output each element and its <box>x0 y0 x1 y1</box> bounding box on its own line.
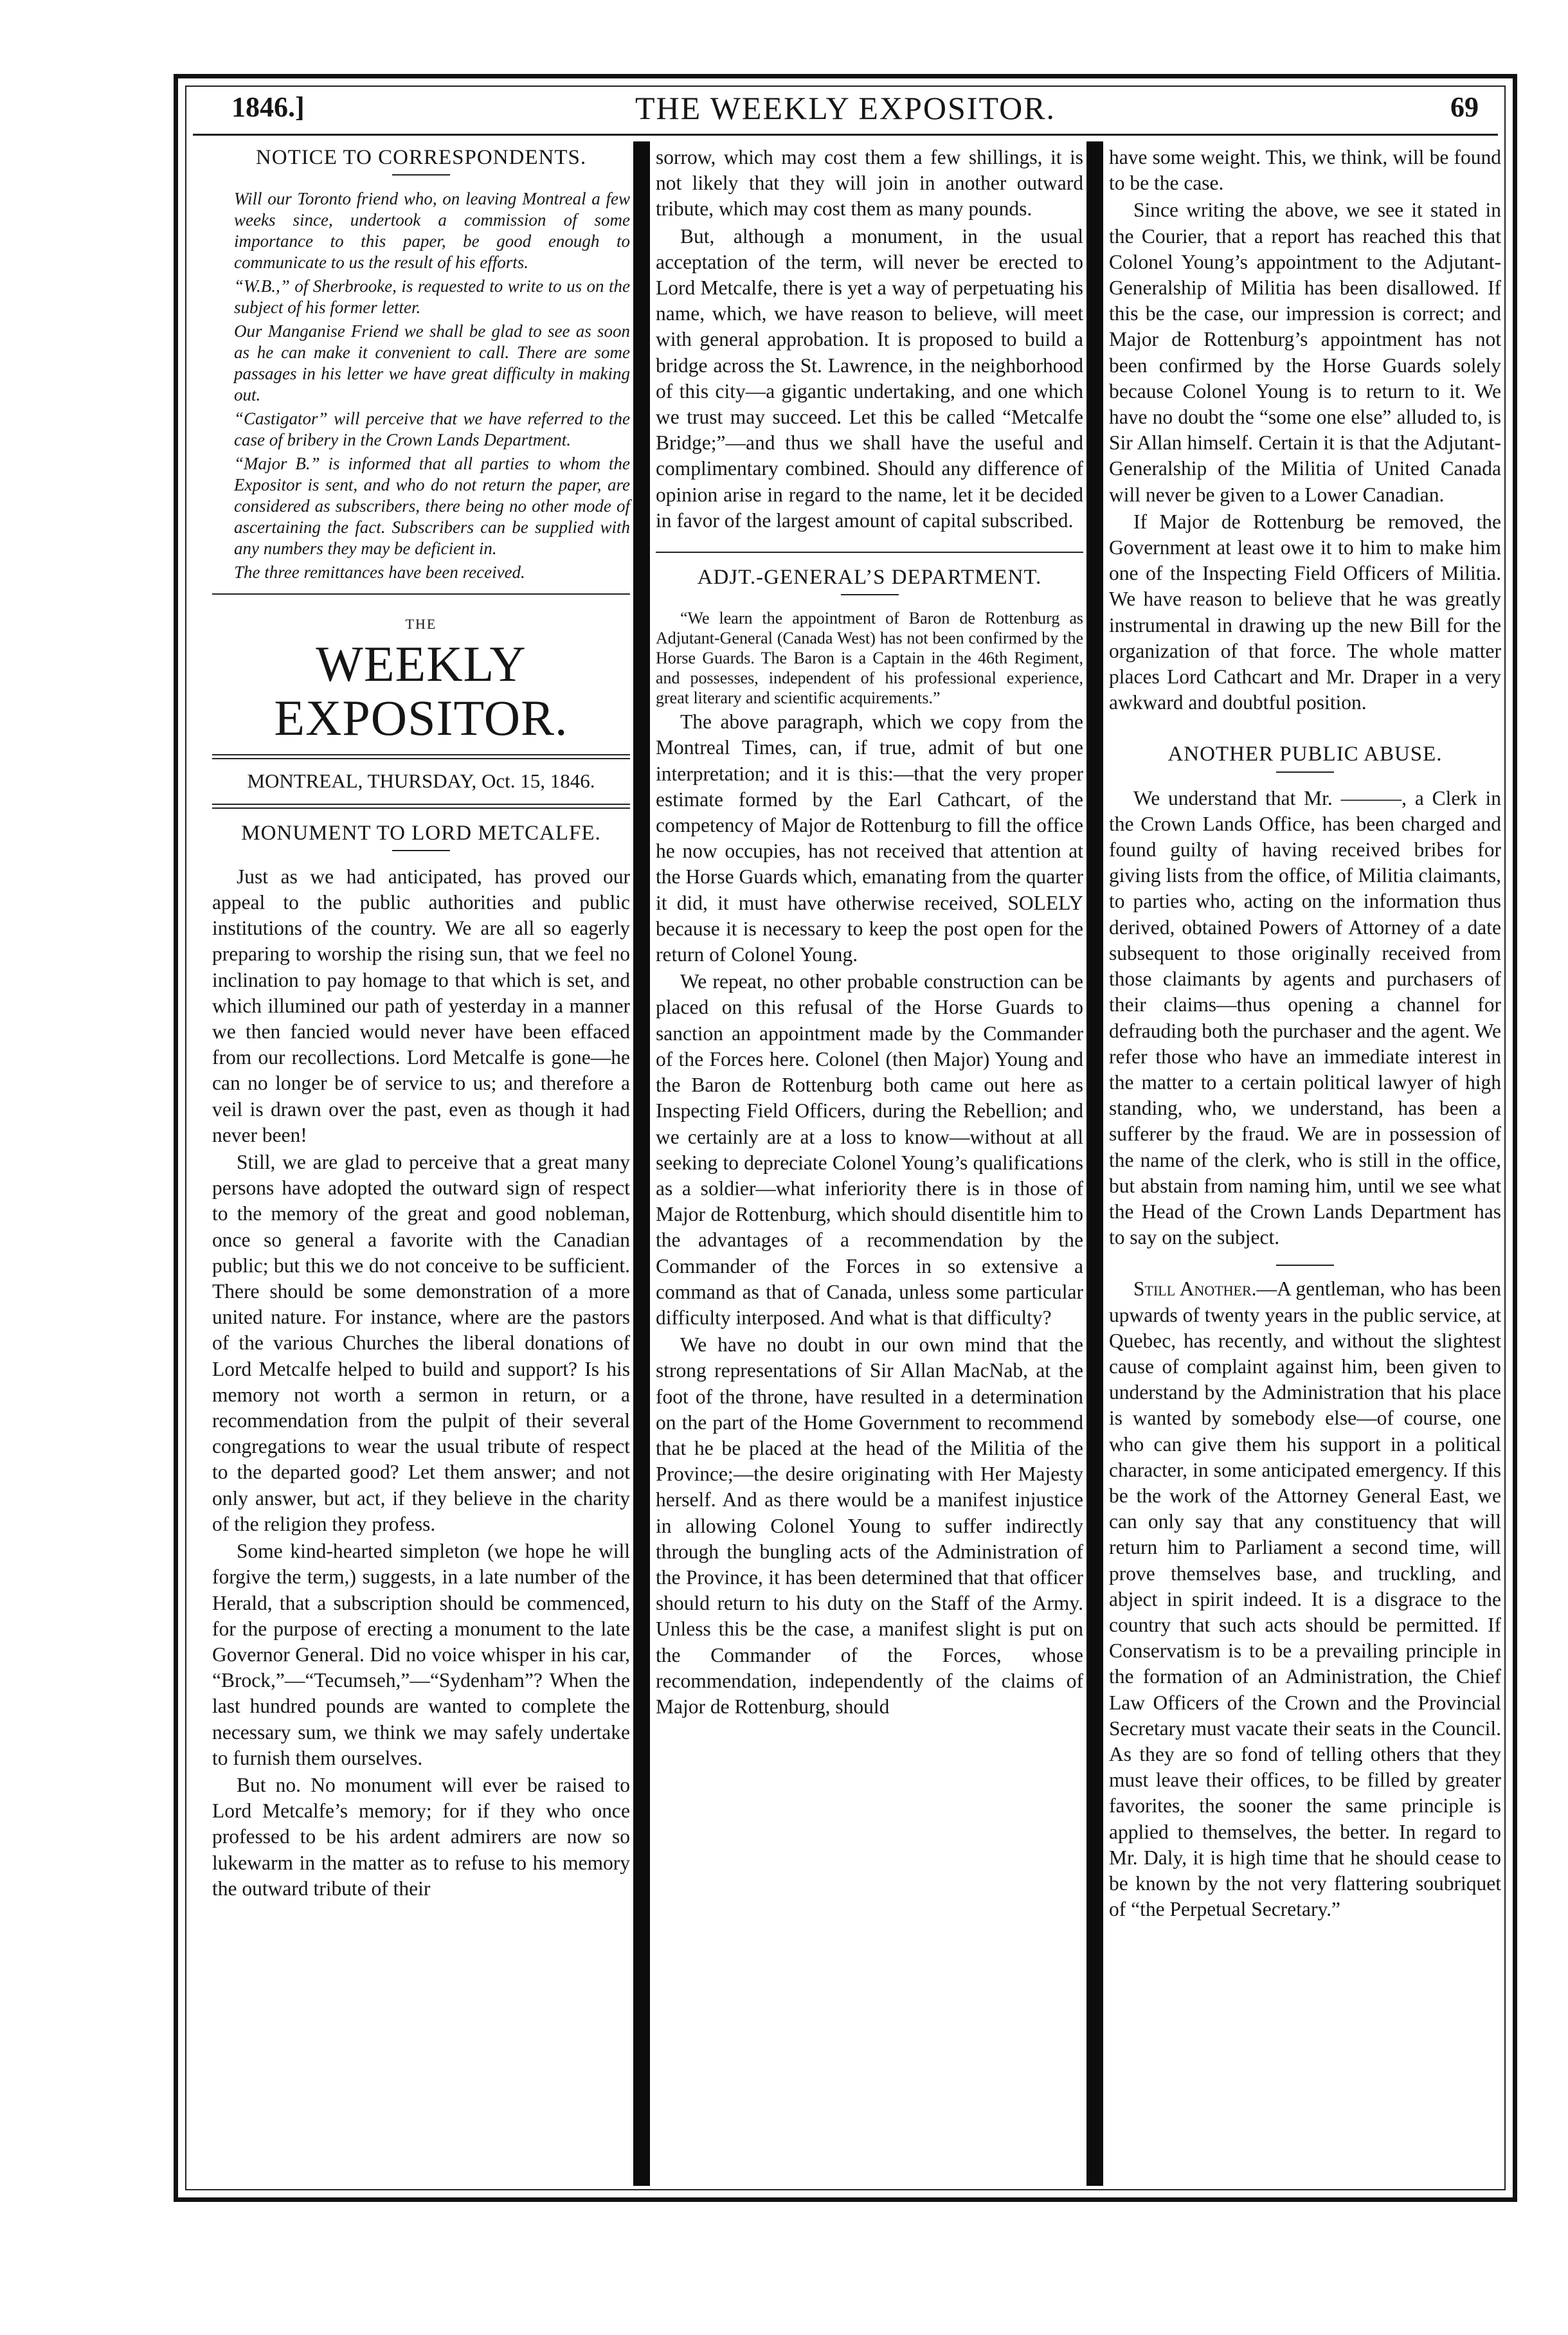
paragraph: Just as we had anticipated, has proved our appeal to the public authorities and public institutions of the country. We are all so eagerly preparing to worship the rising sun, that we feel no inclination to pay homage to that which is set, and which illumined our path of yesterday in a manner we then fancied would never have been effaced from our recollections. Lord Metcalfe is gone—he can no longer be of service to us; and therefore a veil is drawn over the past, even as though it had never been! <box>212 865 630 1146</box>
article-heading-monument: MONUMENT TO LORD METCALFE. <box>241 821 601 845</box>
column-3 <box>1109 145 1501 1924</box>
notice-item: The three remittances have been received. <box>234 563 525 582</box>
column-2 <box>656 145 1083 1721</box>
article-rule <box>841 594 899 595</box>
page-header <box>193 87 1498 131</box>
notice-item: “Major B.” is informed that all parties to whom the Expositor is sent, and who do not return the paper, are considered as subscribers, there being no other mode of ascertaining the fact. Subscribers can be supplied with any numbers they may be deficient in. <box>234 454 630 559</box>
article-rule <box>1276 771 1334 773</box>
column-1 <box>212 145 630 1903</box>
paragraph-still-another <box>1109 1276 1501 1922</box>
paragraph: have some weight. This, we think, will be found to be the case. <box>1109 146 1501 195</box>
header-page-number: 69 <box>1450 91 1479 123</box>
notice-item: “Castigator” will perceive that we have referred to the case of bribery in the Crown Lands Department. <box>234 409 630 450</box>
quoted-paragraph: “We learn the appointment of Baron de Rottenburg as Adjutant-General (Canada West) has not been confirmed by the Horse Guards. The Baron is a Captain in the 46th Regiment, and possesses, independent of his professional experience, great literary and scientific acquirements.” <box>656 609 1083 708</box>
notice-list <box>212 188 630 583</box>
dateline-rule <box>212 804 630 809</box>
notice-heading: NOTICE TO CORRESPONDENTS. <box>255 146 587 169</box>
paragraph: Some kind-hearted simpleton (we hope he will forgive the term,) suggests, in a late number of the Herald, that a subscription should be commenced, for the purpose of erecting a monument to the late Governor General. Did no voice whisper in his car, “Brock,”—“Tecumseh,”—“Sydenham”? When the last hundred pounds are wanted to complete the necessary sum, we think we may safely undertake to furnish them ourselves. <box>212 1540 630 1769</box>
paragraph: Still, we are glad to perceive that a great many persons have adopted the outward sign of respect to the memory of the great and good nobleman, once so general a favorite with the Canadian public; but this we do not conceive to be sufficient. There should be some demonstration of a more united nature. For instance, where are the pastors of the various Churches the liberal donations of Lord Metcalfe helped to build and support? Is his memory not worth a sermon in return, or a recommendation from the pulpit of their several congregations to wear the usual tribute of respect to the departed good? Let them answer; and not only answer, but act, if they believe in the charity of the religion they profess. <box>212 1151 630 1535</box>
still-another-lead: Still Another. <box>1133 1277 1257 1301</box>
notice-item: Will our Toronto friend who, on leaving Montreal a few weeks since, undertook a commission of some importance to this paper, be good enough to communicate to us the result of his efforts. <box>234 189 630 273</box>
paragraph: But no. No monument will ever be raised to Lord Metcalfe’s memory; for if they who once professed to be his ardent admirers are now so lukewarm in the matter as to refuse to his memory the outward tribute of their <box>212 1773 630 1900</box>
header-title: THE WEEKLY EXPOSITOR. <box>635 90 1056 126</box>
dateline: MONTREAL, THURSDAY, Oct. 15, 1846. <box>247 770 595 793</box>
notice-item: Our Manganise Friend we shall be glad to see as soon as he can make it convenient to call. There are some passages in his letter we have great difficulty in making out. <box>234 321 630 405</box>
masthead-rule <box>212 754 630 759</box>
masthead-the: THE <box>405 616 437 633</box>
header-year: 1846.] <box>231 91 305 123</box>
header-rule <box>193 134 1498 136</box>
paragraph: We have no doubt in our own mind that the strong representations of Sir Allan MacNab, at the foot of the throne, have resulted in a determination on the part of the Home Government to recommend that he be placed at the head of the Militia of the Province;—the desire originating with Her Majesty herself. And as there would be a manifest injustice in allowing Colonel Young to suffer indirectly through the bungling acts of the Administration of the Province, it has been determined that that officer should return to his duty on the Staff of the Army. Unless this be the case, a manifest slight is put on the Commander of the Forces, whose recommendation, independently of the claims of Major de Rottenburg, should <box>656 1333 1083 1718</box>
paragraph: The above paragraph, which we copy from the Montreal Times, can, if true, admit of but one interpretation; and it is this:—that the very proper estimate formed by the Earl Cathcart, of the competency of Major de Rottenburg to fill the office he now occupies, has not received that attention at the Horse Guards which, emanating from the quarter it did, it must have otherwise received, SOLELY because it is necessary to keep the post open for the return of Colonel Young. <box>656 710 1083 966</box>
notice-rule <box>392 174 450 176</box>
article-heading-abuse: ANOTHER PUBLIC ABUSE. <box>1167 743 1443 766</box>
notice-item: “W.B.,” of Sherbrooke, is requested to write to us on the subject of his former letter. <box>234 276 630 318</box>
paragraph: But, although a monument, in the usual acceptation of the term, will never be erected to Lord Metcalfe, there is yet a way of perpetuating his name, which, we have reason to believe, will meet with general approbation. It is proposed to build a bridge across the St. Lawrence, in the neighborhood of this city—a gigantic undertaking, and one which we trust may succeed. Let this be called “Metcalfe Bridge;”—and thus we shall have the useful and complimentary combined. Should any difference of opinion arise in regard to the name, let it be decided in favor of the largest amount of capital subscribed. <box>656 224 1083 532</box>
article-heading-adjt: ADJT.-GENERAL’S DEPARTMENT. <box>697 566 1042 590</box>
column-rule-right <box>1086 141 1103 2186</box>
section-rule <box>1276 1265 1334 1266</box>
paragraph: Since writing the above, we see it stated in the Courier, that a report has reached this that Colonel Young’s appointment to the Adjutant-Generalship of Militia has been disallowed. If this be the case, our impression is correct; and Major de Rottenburg’s appointment has not been confirmed by the Horse Guards solely because Colonel Young is to return to it. We have no doubt the “some one else” alluded to, is Sir Allan himself. Certain it is that the Adjutant-Generalship of the Militia of United Canada will never be given to a Lower Canadian. <box>1109 199 1501 506</box>
column-rule-left <box>633 141 650 2186</box>
article-rule <box>392 850 450 851</box>
paragraph: sorrow, which may cost them a few shillings, it is not likely that they will join in another outward tribute, which may cost them as many pounds. <box>656 146 1083 221</box>
paragraph: We understand that Mr. ———, a Clerk in the Crown Lands Office, has been charged and found guilty of having received bribes for giving lists from the office, of Militia claimants, to parties who, acting on the information thus derived, obtained Powers of Attorney of a date subsequent to those originally received from those claimants by agents and purchasers of their claims—thus opening a channel for defrauding both the purchaser and the agent. We refer those who have an immediate interest in the matter to a certain political lawyer of high standing, who, we understand, has been a sufferer by the fraud. We are in possession of the name of the clerk, who is still in the office, but abstain from naming him, until we see what the Head of the Crown Lands Department has to say on the subject. <box>1109 786 1501 1249</box>
still-another-text: —A gentleman, who has been upwards of twenty years in the public service, at Quebec, has recently, and without the slightest cause of complaint against him, been given to understand by the Administration that his place is wanted by somebody else—of course, one who can give them his support in a political character, in some anticipated emergency. If this be the work of the Attorney General East, we can only say that any constituency that will return him to Parliament a second time, will prove themselves base, and truckling, and abject in spirit indeed. It is a disgrace to the country that such acts should be permitted. If Conservatism is to be a prevailing principle in the formation of an Administration, the Chief Law Officers of the Crown and the Provincial Secretary must vacate their seats in the Council. As they are so fond of telling others that they must leave their offices, to be filled by greater favorites, the sooner the same principle is applied to themselves, the better. In regard to Mr. Daly, it is high time that he should cease to be known by the not very flattering soubriquet of “the Perpetual Secretary.” <box>1109 1277 1501 1921</box>
paragraph: We repeat, no other probable construction can be placed on this refusal of the Horse Guards to sanction an appointment made by the Commander of the Forces here. Colonel (then Major) Young and the Baron de Rottenburg both came out here as Inspecting Field Officers, during the Rebellion; and we certainly are at a loss to know—without at all seeking to depreciate Colonel Young’s qualifications as a soldier—what inferiority there is in those of Major de Rottenburg, which should disentitle him to the advantages of a recommendation by the Commander of the Forces in so extensive a command as that of Canada, unless some particular difficulty interposed. And what is that difficulty? <box>656 970 1083 1329</box>
paragraph: If Major de Rottenburg be removed, the Government at least owe it to him to make him one of the Inspecting Field Officers of Militia. We have reason to believe that he was greatly instrumental in drawing up the new Bill for the organization of that force. The whole matter places Lord Cathcart and Mr. Draper in a very awkward and doubtful position. <box>1109 510 1501 714</box>
notice-end-rule <box>212 593 630 595</box>
section-rule <box>656 552 1083 553</box>
masthead-title: WEEKLY EXPOSITOR. <box>274 636 568 746</box>
